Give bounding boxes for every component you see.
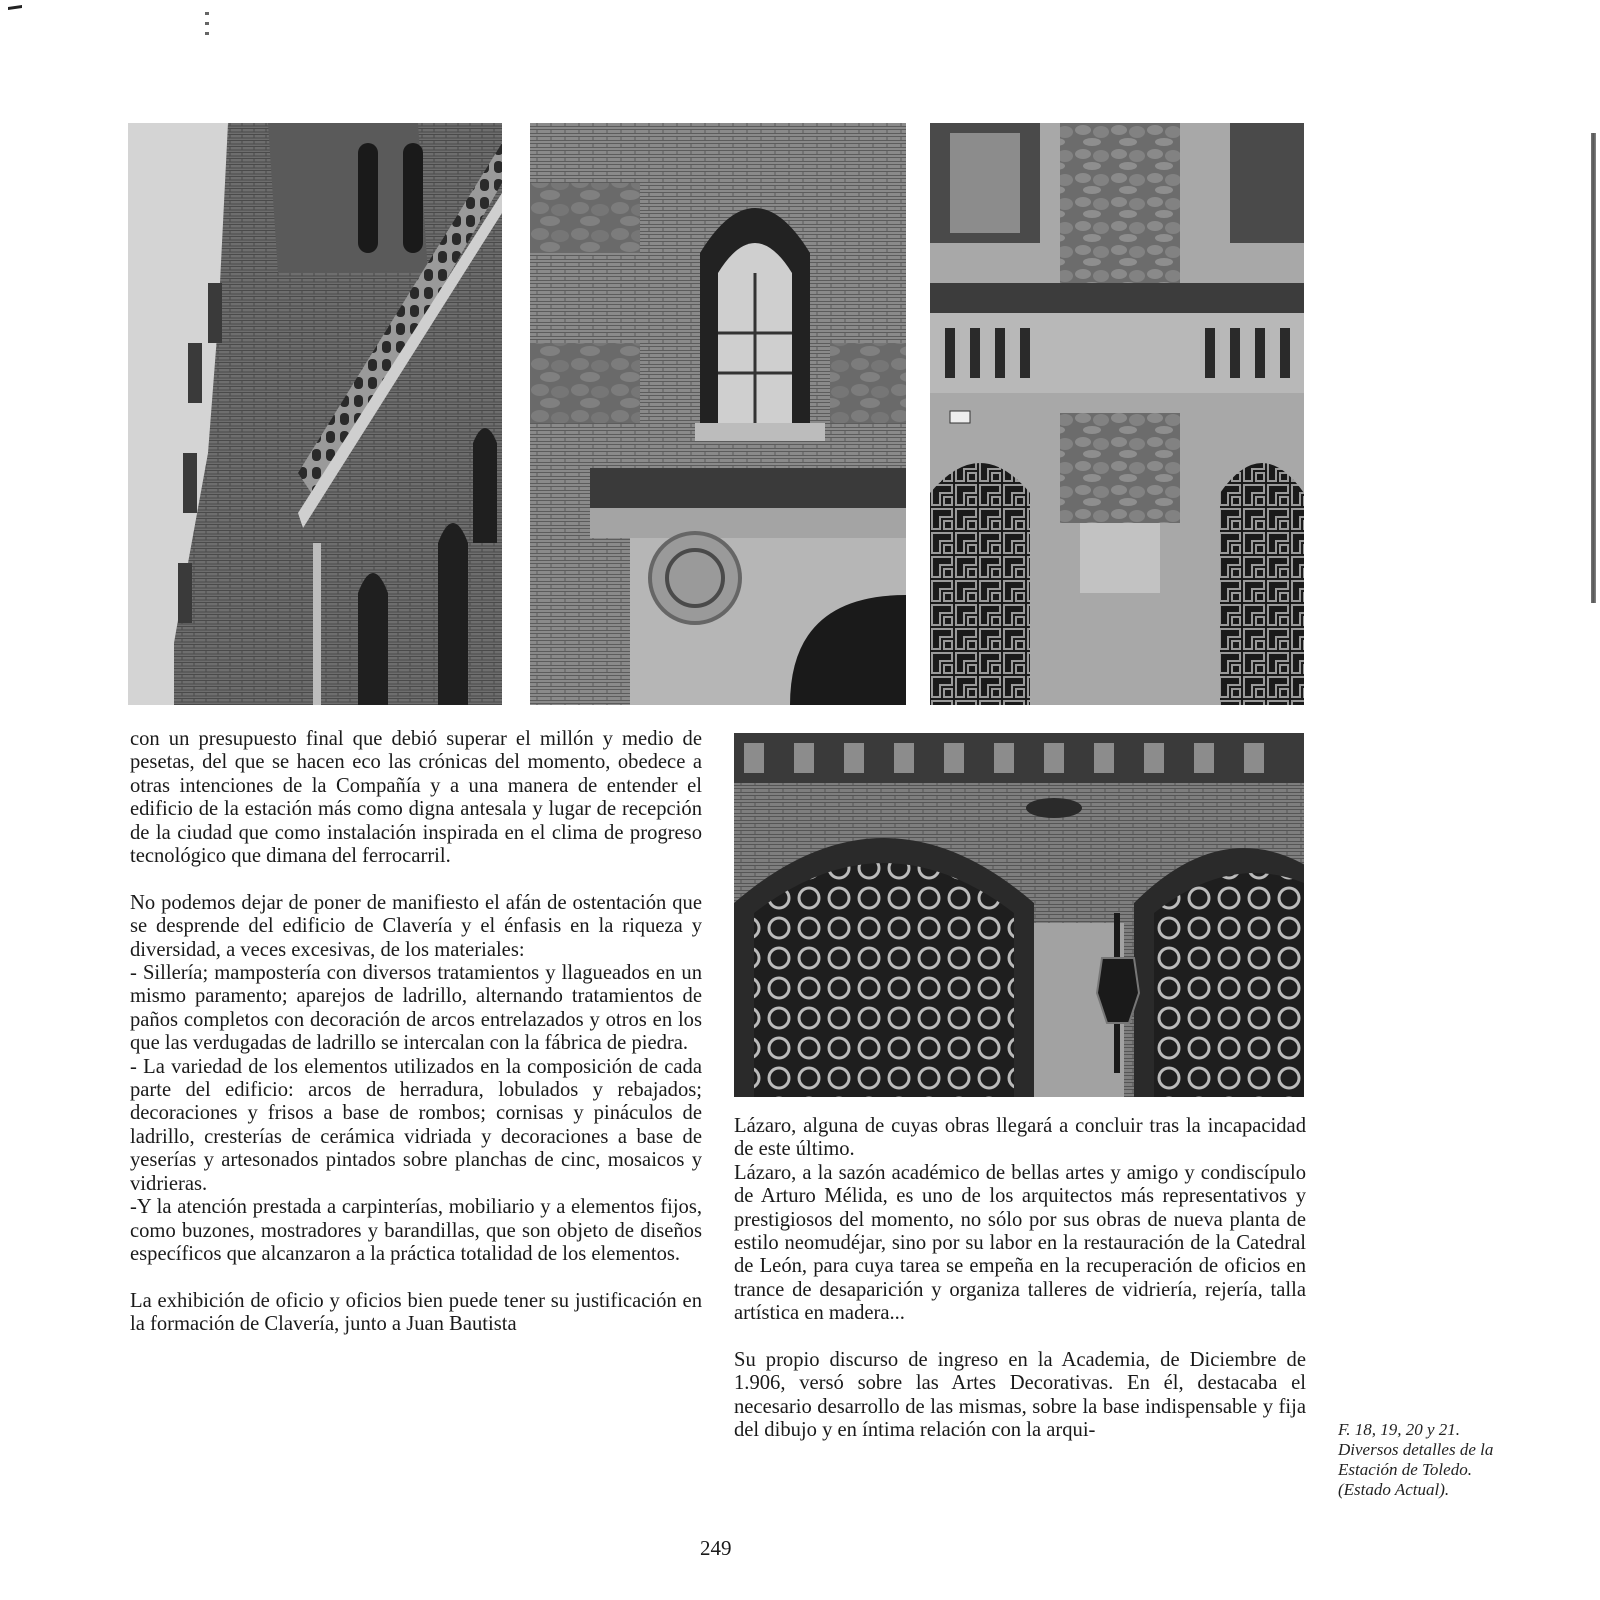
scan-corner-mark xyxy=(8,5,22,10)
scan-artifacts xyxy=(205,12,211,62)
figure-caption xyxy=(1338,1420,1538,1500)
list-item: - La variedad de los elementos utilizados en la composición de cada parte del edificio: arcos de herradura, lobulados y rebajados; decoraciones y frisos a base de rombos; cornisas y pináculos de ladrillo, cresterías de cerámica vidriada y decoraciones a base de yeserías y artesonados pintados sobre planchas de cinc, mosaicos y vidrieras. xyxy=(130,1055,702,1195)
paragraph: con un presupuesto final que debió superar el millón y medio de pesetas, del que se hacen eco las crónicas del momento, obedece a otras intenciones de la Compañía y a una manera de entender el edificio de la estación más como digna antesala y lugar de recepción de la ciudad que como instalación inspirada en el clima de progreso tecnológico que dimana del ferrocarril. xyxy=(130,728,702,868)
list-item: -Y la atención prestada a carpinterías, mobiliario y a elementos fijos, como buzones, mostradores y barandillas, que son objeto de diseños específicos que alcanzaron a la práctica totalidad de los elementos. xyxy=(130,1196,702,1265)
paragraph: No podemos dejar de poner de manifiesto el afán de ostentación que se desprende del edificio de Clavería y el énfasis en la riqueza y diversidad, a veces excesivas, de los materiales: xyxy=(130,891,702,961)
paragraph: Su propio discurso de ingreso en la Academia, de Diciembre de 1.906, versó sobre las Artes Decorativas. En él, destacaba el necesario desarrollo de las mismas, sobre la base indispensable y fija del dibujo y en íntima relación con la arqui- xyxy=(734,1349,1306,1442)
text-column-left xyxy=(130,728,702,1337)
paragraph: La exhibición de oficio y oficios bien puede tener su justificación en la formación de Clavería, junto a Juan Bautista xyxy=(130,1289,702,1336)
caption-figure-numbers: F. 18, 19, 20 y 21. xyxy=(1338,1420,1460,1439)
paragraph: Lázaro, alguna de cuyas obras llegará a concluir tras la incapacidad de este último. xyxy=(734,1115,1306,1161)
paragraph: Lázaro, a la sazón académico de bellas artes y amigo y condiscípulo de Arturo Mélida, es uno de los arquitectos más representativos y prestigiosos del momento, no sólo por sus obras de nueva planta de estilo neomudéjar, sino por su labor en la restauración de la Catedral de León, para cuya tarea se empeña en la recuperación de oficios en trance de desaparición y organiza talleres de vidriería, rejería, talla artística en madera... xyxy=(734,1161,1306,1325)
figure-photo-arches-lantern xyxy=(734,733,1304,1097)
text-column-right xyxy=(734,1115,1306,1443)
figure-photo-window-medallion xyxy=(530,123,906,705)
list-item: - Sillería; mampostería con diversos tratamientos y llagueados en un mismo paramento; aparejos de ladrillo, alternando tratamientos de paños completos con decoración de arcos entrelazados y otros en los que las verdugadas de ladrillo se intercalan con la fábrica de piedra. xyxy=(130,962,702,1055)
caption-text: Diversos detalles de la xyxy=(1338,1440,1494,1459)
caption-text: Estación de Toledo. xyxy=(1338,1460,1472,1479)
caption-text: (Estado Actual). xyxy=(1338,1480,1450,1499)
figure-photo-tower xyxy=(128,123,502,705)
figure-photo-facade-doors xyxy=(930,123,1304,705)
page-edge-strip xyxy=(1591,133,1596,603)
page-number: 249 xyxy=(700,1536,732,1560)
